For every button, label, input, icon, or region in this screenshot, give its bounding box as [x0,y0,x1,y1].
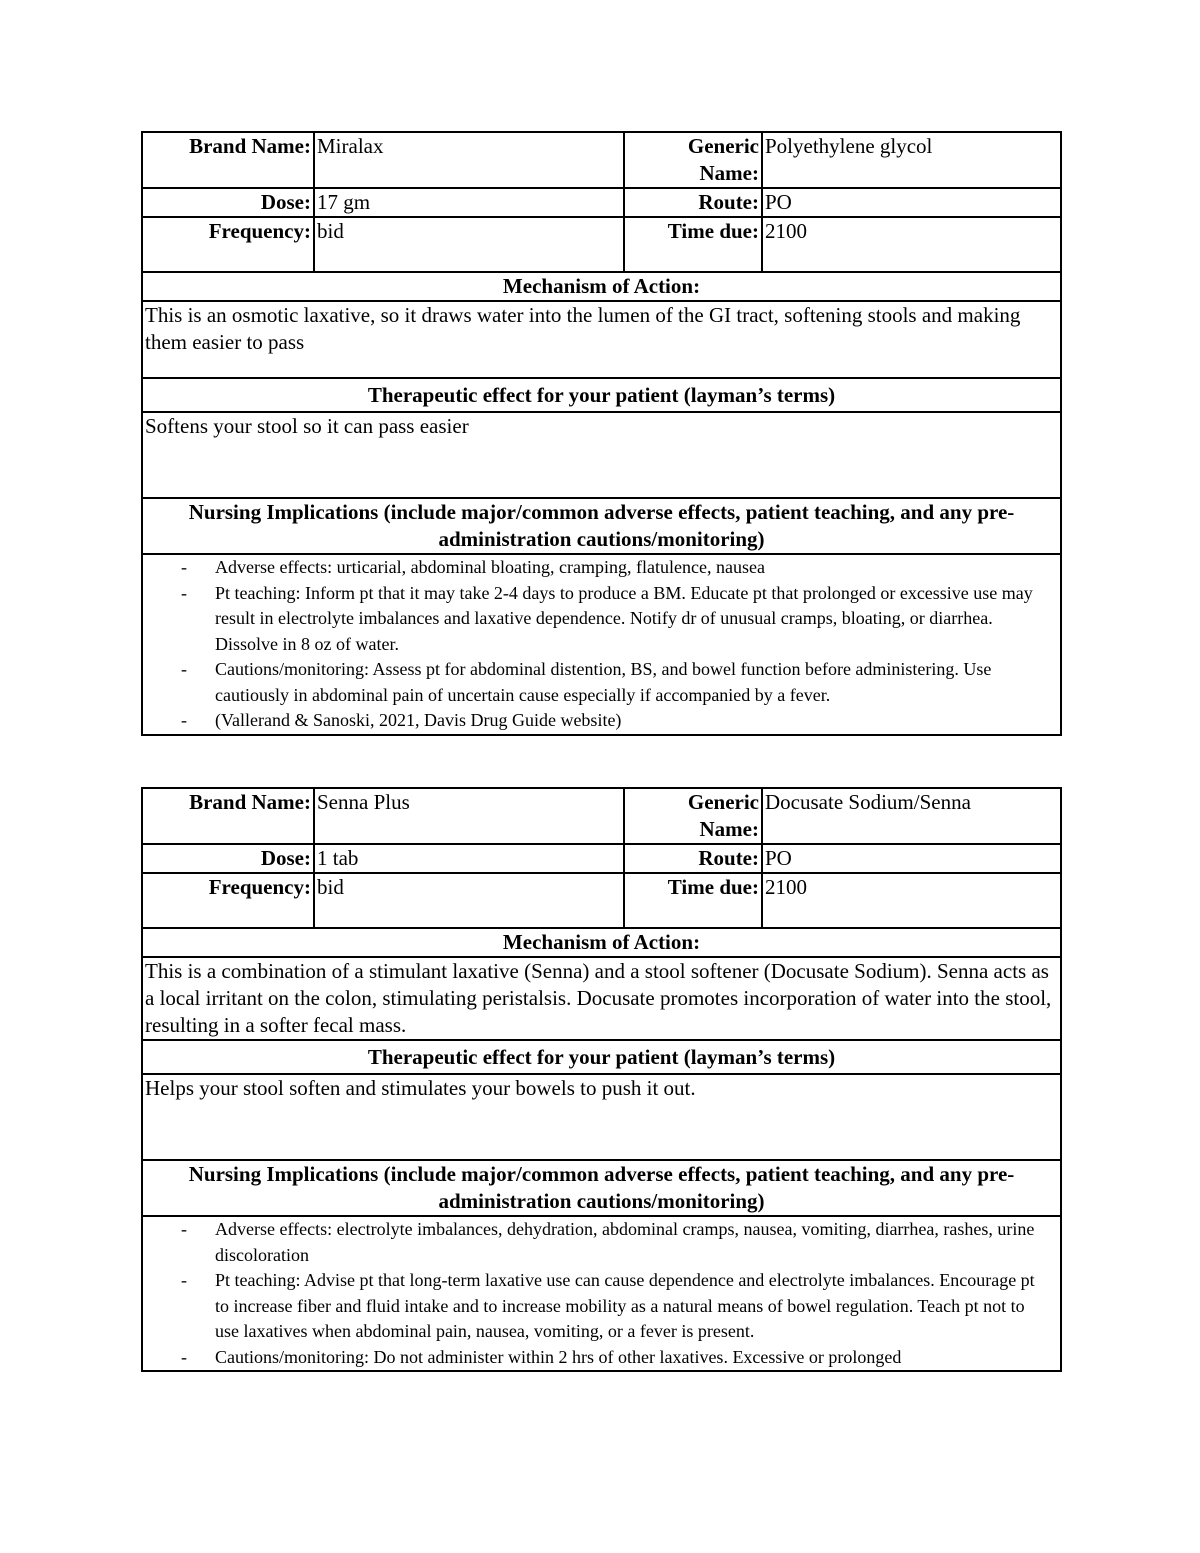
therapeutic-text: Softens your stool so it can pass easier [142,412,1061,498]
brand-name-label: Brand Name: [142,788,314,844]
dose-label: Dose: [142,188,314,217]
nursing-item-teaching: - Pt teaching: Inform pt that it may take 2-4 days to produce a BM. Educate pt that prolonged or excessive use may result in electrolyte imbalances and laxative dependence. Notify dr of unusual cramps, bloating, or diarrhea. Dissolve in 8 oz of water. [145,581,1058,658]
dose-value: 1 tab [314,844,624,873]
therapeutic-text: Helps your stool soften and stimulates your bowels to push it out. [142,1074,1061,1160]
mechanism-text: This is a combination of a stimulant laxative (Senna) and a stool softener (Docusate Sodium). Senna acts as a local irritant on the colon, stimulating peristalsis. Docusate promotes incorporation of water into the stool, resulting in a softer fecal mass. [142,957,1061,1040]
nursing-implications [142,1216,1061,1371]
frequency-value: bid [314,217,624,272]
nursing-item-teaching: - Pt teaching: Advise pt that long-term laxative use can cause dependence and electrolyte imbalances. Encourage pt to increase fiber and fluid intake and to increase mobility as a natural means of bowel regulation. Teach pt not to use laxatives when abdominal pain, nausea, vomiting, or a fever is present. [145,1268,1058,1345]
therapeutic-heading: Therapeutic effect for your patient (layman’s terms) [142,378,1061,412]
time-due-label: Time due: [624,217,762,272]
mechanism-heading: Mechanism of Action: [142,928,1061,957]
dose-label: Dose: [142,844,314,873]
frequency-label: Frequency: [142,217,314,272]
nursing-item-cautions: - Cautions/monitoring: Assess pt for abdominal distention, BS, and bowel function before administering. Use cautiously in abdominal pain of uncertain cause especially if accompanied by a fever. [145,657,1058,708]
nursing-item-reference: - (Vallerand & Sanoski, 2021, Davis Drug Guide website) [145,708,1058,734]
time-due-label: Time due: [624,873,762,928]
time-due-value: 2100 [762,873,1061,928]
nursing-item-adverse: - Adverse effects: urticarial, abdominal bloating, cramping, flatulence, nausea [145,555,1058,581]
frequency-label: Frequency: [142,873,314,928]
brand-name-label: Brand Name: [142,132,314,188]
generic-name-label: Generic Name: [624,788,762,844]
nursing-list [145,555,1058,734]
route-value: PO [762,844,1061,873]
nursing-item-adverse: - Adverse effects: electrolyte imbalances, dehydration, abdominal cramps, nausea, vomiting, diarrhea, rashes, urine discoloration [145,1217,1058,1268]
brand-name-value: Miralax [314,132,624,188]
generic-name-value: Polyethylene glycol [762,132,1061,188]
drug-card-miralax [141,131,1062,736]
mechanism-heading: Mechanism of Action: [142,272,1061,301]
route-label: Route: [624,844,762,873]
nursing-item-cautions: - Cautions/monitoring: Do not administer within 2 hrs of other laxatives. Excessive or prolonged [145,1345,1058,1371]
therapeutic-heading: Therapeutic effect for your patient (layman’s terms) [142,1040,1061,1074]
generic-name-value: Docusate Sodium/Senna [762,788,1061,844]
time-due-value: 2100 [762,217,1061,272]
route-value: PO [762,188,1061,217]
nursing-heading: Nursing Implications (include major/common adverse effects, patient teaching, and any pre-administration cautions/monitoring) [142,498,1061,554]
drug-card-senna-plus [141,787,1062,1372]
route-label: Route: [624,188,762,217]
nursing-implications [142,554,1061,735]
frequency-value: bid [314,873,624,928]
dose-value: 17 gm [314,188,624,217]
mechanism-text: This is an osmotic laxative, so it draws water into the lumen of the GI tract, softening stools and making them easier to pass [142,301,1061,378]
nursing-heading: Nursing Implications (include major/common adverse effects, patient teaching, and any pre-administration cautions/monitoring) [142,1160,1061,1216]
brand-name-value: Senna Plus [314,788,624,844]
nursing-list [145,1217,1058,1370]
generic-name-label: Generic Name: [624,132,762,188]
